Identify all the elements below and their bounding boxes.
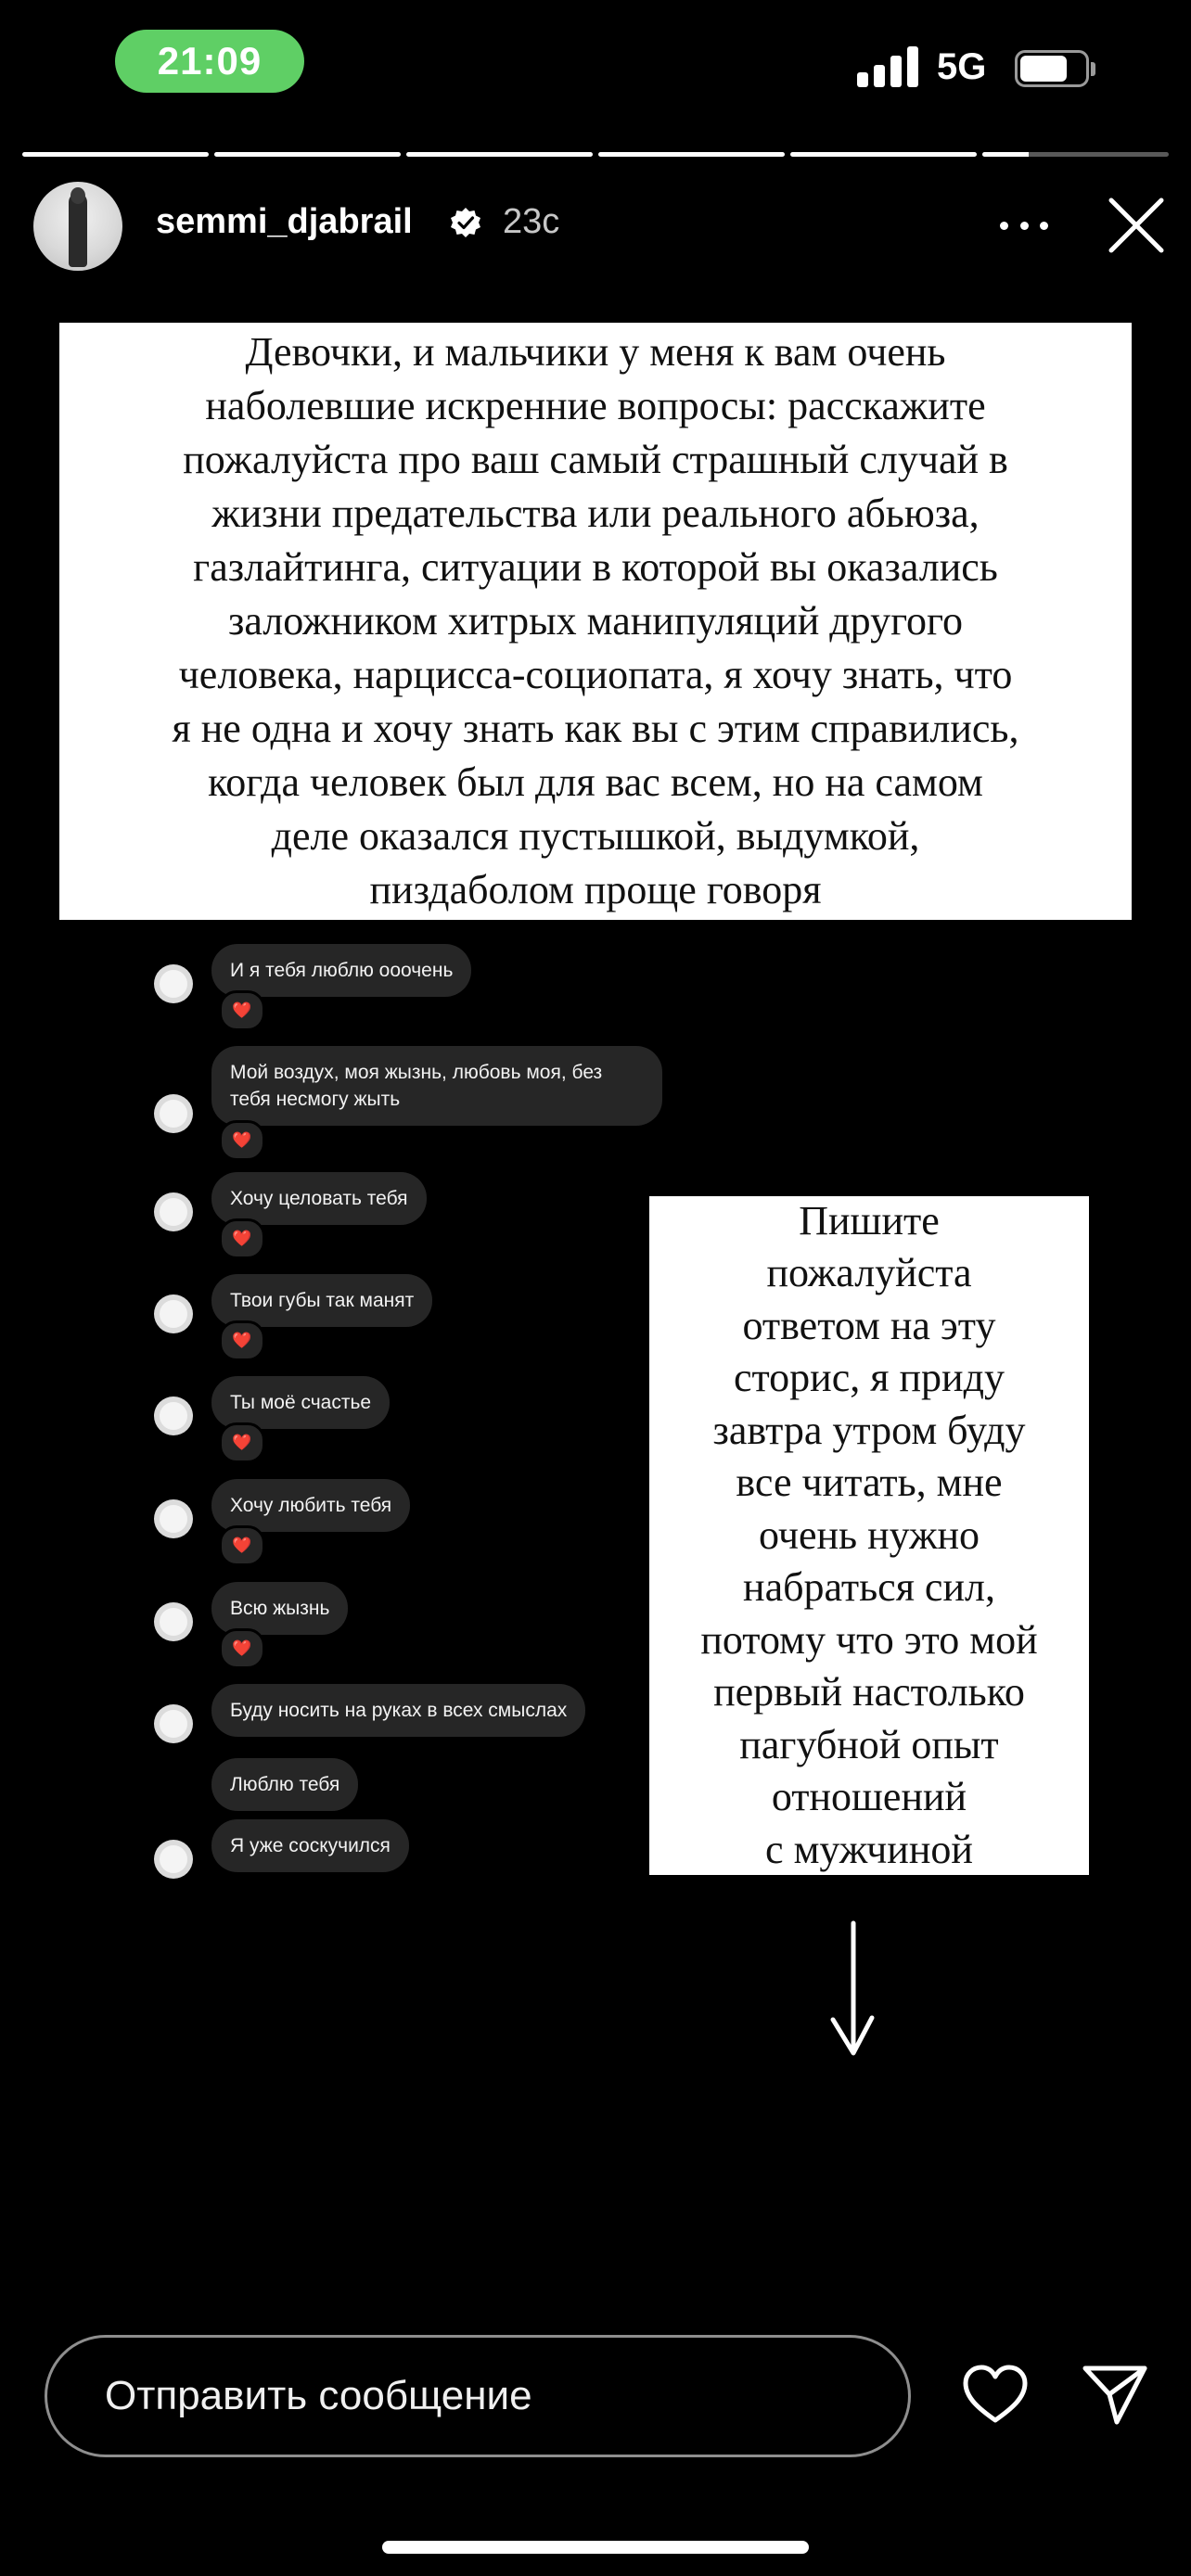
reply-instruction-line: сторис, я приду [734,1355,1005,1401]
reply-instruction-line: ответом на эту [742,1302,996,1348]
question-text-line: деле оказался пустышкой, выдумкой, [271,813,920,859]
heart-reaction-icon: ❤️ [219,1422,265,1463]
chat-avatar [154,1094,193,1133]
home-indicator[interactable] [382,2541,809,2554]
question-text-line: я не одна и хочу знать как вы с этим справились, [172,706,1019,751]
down-arrow-icon [827,1919,879,2060]
question-text-line: наболевшие искренние вопросы: расскажите [205,383,986,428]
chat-avatar [154,1192,193,1231]
network-type: 5G [937,46,987,87]
question-text-line: когда человек был для вас всем, но на самом [208,759,983,805]
chat-avatar [154,1294,193,1333]
chat-avatar [154,1704,193,1743]
chat-message-bubble: Ты моё счастье [211,1376,390,1429]
story-progress [22,152,1169,157]
chat-message-bubble: Хочу любить тебя [211,1479,410,1532]
verified-badge-icon [449,206,482,239]
story-segment-current [982,152,1169,157]
reply-instruction-line: первый настолько [713,1669,1025,1715]
send-message-input[interactable]: Отправить сообщение [45,2335,911,2457]
question-text-line: пиздаболом проще говоря [369,867,822,912]
reply-instruction-line: с мужчиной [765,1826,973,1872]
chat-avatar [154,1396,193,1435]
heart-reaction-icon: ❤️ [219,1320,265,1361]
avatar[interactable] [33,182,122,271]
heart-reaction-icon: ❤️ [219,1218,265,1259]
reply-instruction-line: очень нужно [758,1511,980,1558]
chat-avatar [154,1499,193,1538]
status-time: 21:09 [115,30,304,93]
username[interactable]: semmi_djabrail [156,202,413,241]
chat-avatar [154,1602,193,1641]
story-segment [406,152,593,157]
chat-message-bubble: Всю жызнь [211,1582,348,1635]
heart-icon[interactable] [961,2363,1030,2426]
reply-instruction-line: пагубной опыт [739,1721,999,1767]
reply-instruction-line: потому что это мой [700,1616,1038,1663]
close-icon[interactable] [1106,195,1167,256]
question-text-line: пожалуйста про ваш самый страшный случай в [183,437,1008,482]
story-time-ago: 23с [503,202,560,241]
heart-reaction-icon: ❤️ [219,990,265,1031]
more-options-icon[interactable] [1000,219,1048,232]
battery-icon [1015,50,1096,89]
story-segment [790,152,977,157]
story-segment [22,152,209,157]
question-text-box [59,323,1132,920]
chat-avatar [154,1840,193,1879]
reply-instruction-line: набраться сил, [743,1564,995,1611]
reply-instruction-line: отношений [771,1774,967,1820]
reply-instruction-line: завтра утром буду [712,1407,1026,1453]
chat-message-bubble: Твои губы так манят [211,1274,432,1327]
chat-message-bubble: Хочу целовать тебя [211,1172,427,1225]
question-text-line: жизни предательства или реального абьюза, [211,491,980,536]
heart-reaction-icon: ❤️ [219,1120,265,1161]
signal-icon [857,45,918,87]
story-segment [214,152,401,157]
send-icon[interactable] [1082,2363,1148,2426]
reply-instruction-box [649,1196,1089,1875]
chat-message-bubble: И я тебя люблю ооочень [211,944,471,997]
reply-instruction-line: Пишите [799,1197,940,1243]
chat-message-bubble: Мой воздух, моя жызнь, любовь моя, без тебя несмогу жыть [211,1046,662,1126]
chat-message-bubble: Буду носить на руках в всех смыслах [211,1684,585,1737]
question-text-line: газлайтинга, ситуации в которой вы оказались [193,544,998,590]
reply-instruction-line: пожалуйста [766,1250,972,1296]
chat-message-bubble: Я уже соскучился [211,1819,409,1872]
chat-avatar [154,964,193,1003]
heart-reaction-icon: ❤️ [219,1525,265,1566]
reply-instruction-line: все читать, мне [736,1460,1003,1506]
chat-message-bubble: Люблю тебя [211,1758,358,1811]
question-text-line: человека, нарцисса-социопата, я хочу знать, что [178,652,1013,697]
question-text-line: заложником хитрых манипуляций другого [228,598,963,644]
story-segment [598,152,785,157]
question-text-line: Девочки, и мальчики у меня к вам очень [245,329,946,375]
heart-reaction-icon: ❤️ [219,1628,265,1669]
